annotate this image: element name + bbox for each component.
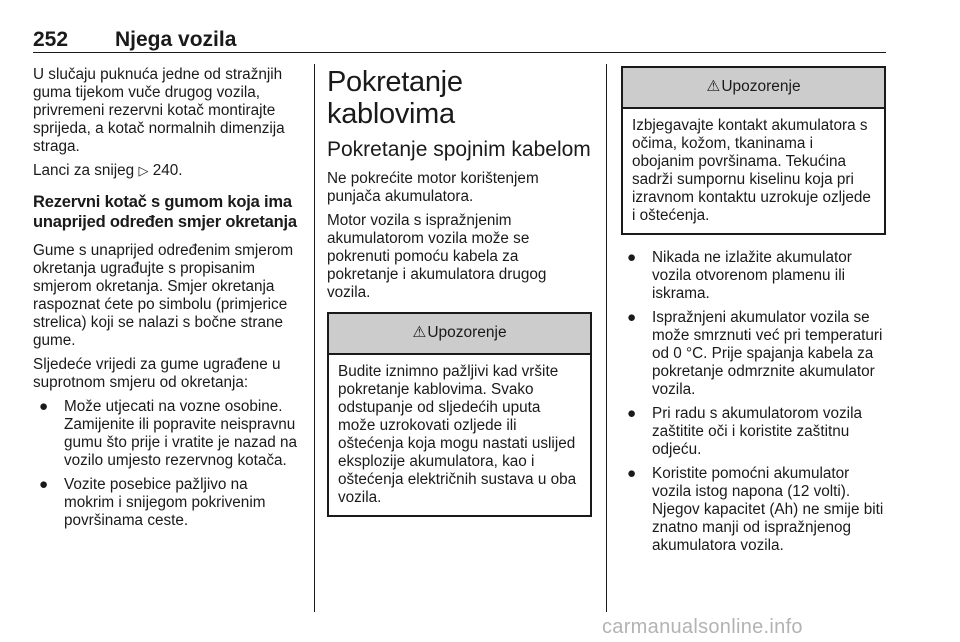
- warning-text: Budite iznimno pažljivi kad vršite pokretanje kablovima. Svako odstupanje od sljedećih uputa može uzrokovati ozljede ili oštećenja koja mogu nastati uslijed eksplozije akumulatora, kao i oštećenja električnih sustava u oba vozila.: [338, 363, 577, 506]
- intro-paragraph: U slučaju puknuća jedne od stražnjih guma tijekom vuče drugog vozila, privremeni rezervni kotač montirajte sprijeda, a kotač normalnih dimenzija straga.: [33, 66, 285, 155]
- column-right: [621, 66, 886, 561]
- list-item: ● Vozite posebice pažljivo na mokrim i snijegom pokrivenim površinama ceste.: [39, 476, 266, 529]
- list-item: ● Koristite pomoćni akumulator vozila istog napona (12 volti). Njegov kapacitet (Ah) ne smije biti znatno manji od ispražnjenog akumulatora vozila.: [627, 465, 884, 554]
- warning-header: [329, 314, 590, 355]
- warning-label: Upozorenje: [721, 78, 801, 95]
- list-item: ● Nikada ne izlažite akumulator vozila otvorenom plamenu ili iskrama.: [627, 249, 852, 302]
- warning-text: Izbjegavajte kontakt akumulatora s očima, kožom, tkaninama i obojanim površinama. Tekućina sadrži sumpornu kiselinu koja pri izravnom kontaktu uzrokuje ozljede i oštećenja.: [632, 117, 871, 224]
- warning-box-jump-start: [327, 312, 592, 517]
- directional-tyre-paragraph: Gume s unaprijed određenim smjerom okretanja ugrađujte s propisanim smjerom okretanja. Smjer okretanja raspoznat ćete po simbolu (primjerice strelica) koji se nalazi s bočne strane gume.: [33, 242, 294, 349]
- list-item: ● Može utjecati na vozne osobine. Zamijenite ili popravite neispravnu gumu što prije i vratite je nazad na vozilo umjesto rezervnog kotača.: [39, 398, 297, 469]
- bullet-icon: ●: [627, 405, 637, 422]
- tyre-bullet-list: [33, 398, 301, 530]
- page-header: [33, 28, 886, 53]
- bullet-icon: ●: [39, 476, 49, 493]
- snow-chains-page[interactable]: 240.: [152, 162, 183, 179]
- bullet-icon: ●: [627, 309, 637, 326]
- snow-chains-reference: [33, 162, 301, 180]
- column-left: [33, 66, 301, 536]
- column-middle: [327, 66, 592, 517]
- page-number: 252: [33, 28, 69, 51]
- battery-bullet-list: [621, 249, 886, 555]
- list-item: ● Ispražnjeni akumulator vozila se može smrznuti već pri temperaturi od 0 °C. Prije spajanja kabela za pokretanje odmrznite akumulator vozila.: [627, 309, 883, 398]
- bullet-icon: ●: [627, 249, 637, 266]
- chapter-title: Njega vozila: [115, 28, 237, 51]
- section-title: Pokretanje kablovima: [327, 66, 463, 130]
- warning-box-acid: [621, 66, 886, 235]
- directional-tyre-heading: Rezervni kotač s gumom koja ima unaprijed određen smjer okretanja: [33, 193, 297, 231]
- jump-start-paragraph: Motor vozila s ispražnjenim akumulatorom vozila može se pokrenuti pomoću kabela za pokretanje i akumulatora drugog vozila.: [327, 212, 547, 301]
- warning-header: [623, 68, 884, 109]
- reverse-mounting-paragraph: Sljedeće vrijedi za gume ugrađene u suprotnom smjeru od okretanja:: [33, 356, 281, 391]
- page-reference-icon: ▷: [138, 163, 149, 178]
- warning-icon: ⚠: [412, 324, 427, 341]
- warning-icon: ⚠: [706, 78, 721, 95]
- snow-chains-text: Lanci za snijeg: [33, 162, 135, 179]
- charger-paragraph: Ne pokrećite motor korištenjem punjača akumulatora.: [327, 170, 539, 205]
- section-subtitle: Pokretanje spojnim kabelom: [327, 138, 591, 161]
- list-item: ● Pri radu s akumulatorom vozila zaštitite oči i koristite zaštitnu odjeću.: [627, 405, 862, 458]
- column-divider-left: [314, 64, 315, 612]
- watermark: carmanualsonline.info: [602, 616, 803, 638]
- bullet-icon: ●: [39, 398, 49, 415]
- column-divider-right: [606, 64, 607, 612]
- warning-label: Upozorenje: [427, 324, 507, 341]
- bullet-icon: ●: [627, 465, 637, 482]
